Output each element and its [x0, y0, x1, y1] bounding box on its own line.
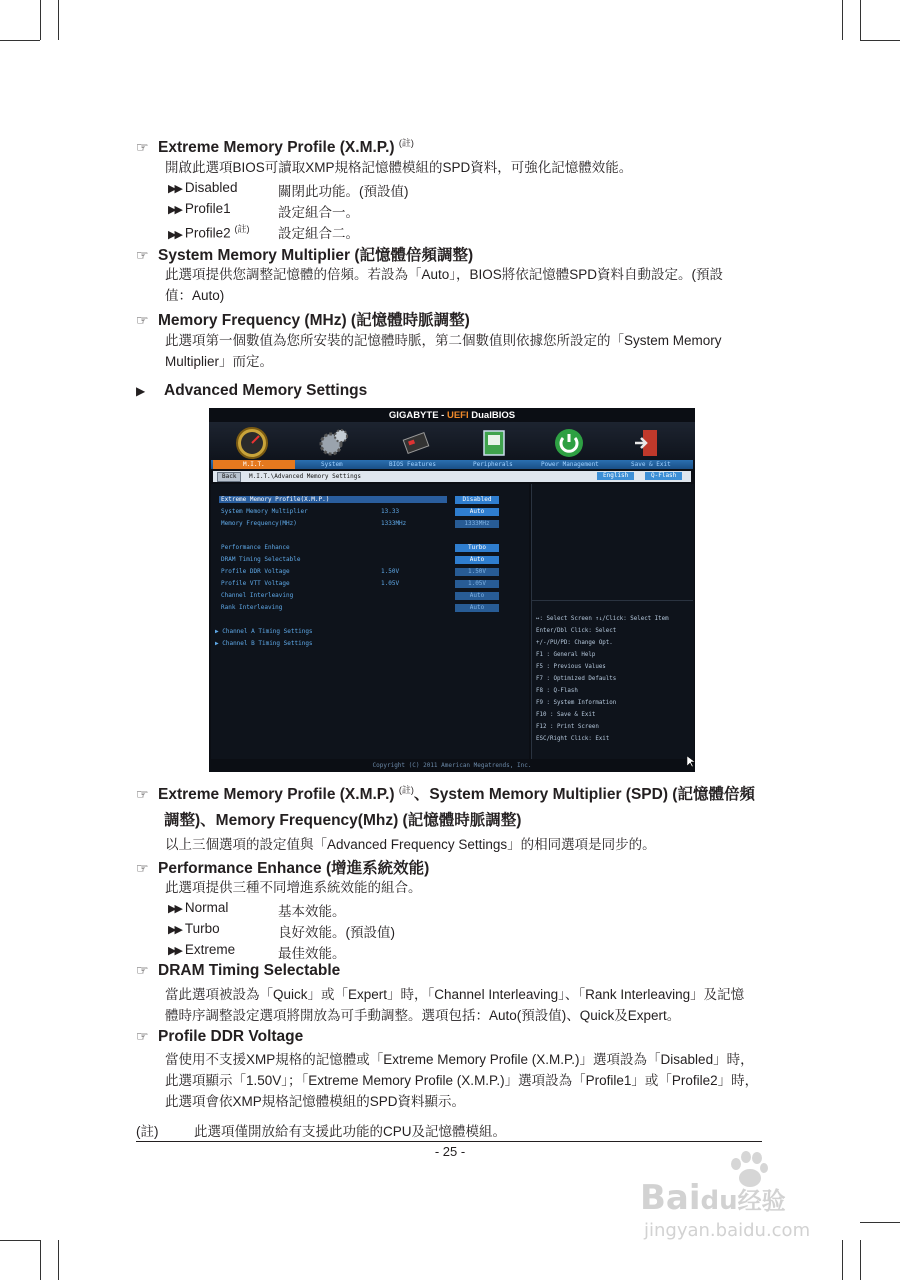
desc-line: 此選項會依XMP規格記憶體模組的SPD資料顯示。 — [165, 1094, 466, 1109]
help-line: +/-/PU/PD: Change Opt. — [536, 640, 613, 646]
option-name: Extreme — [184, 942, 236, 957]
option-item — [168, 942, 346, 961]
desc-line: 此選項提供您調整記憶體的倍頻。若設為「Auto」，BIOS將依記憶體SPD資料自動設定。(預設 — [165, 267, 724, 282]
pointing-hand-icon: ☞ — [136, 786, 149, 802]
setting-label-ddr-voltage: Profile DDR Voltage — [221, 568, 290, 575]
help-line: ↔: Select Screen ↑↓/Click: Select Item — [536, 616, 669, 622]
footnote-rule — [136, 1141, 762, 1142]
bios-title: GIGABYTE - UEFI DualBIOS — [388, 410, 516, 421]
desc-line: 體時序調整設定選項將開放為可手動調整。選項包括：Auto(預設值)、Quick及Expert。 — [165, 1008, 681, 1023]
heading-text: Performance Enhance (增進系統效能) — [158, 860, 430, 877]
setting-current-multiplier: 13.33 — [381, 508, 400, 515]
double-arrow-icon: ▶▶ — [168, 945, 181, 957]
pointing-hand-icon: ☞ — [136, 1028, 149, 1044]
back-button[interactable]: Back — [217, 472, 241, 482]
option-name: Normal — [184, 900, 229, 915]
section-description: 開啟此選項BIOS可讀取XMP規格記憶體模組的SPD資料，可強化記憶體效能。 — [165, 160, 633, 175]
setting-label-channel-interleaving: Channel Interleaving — [221, 592, 294, 599]
crop-mark — [58, 1240, 59, 1280]
settings-panel — [211, 484, 529, 759]
setting-label-performance[interactable]: Performance Enhance — [221, 544, 290, 551]
desc-line: 此選項顯示「1.50V」；「Extreme Memory Profile (X.M.P.)」選項設為「Profile1」或「Profile2」時， — [165, 1073, 759, 1088]
section-heading-multiplier — [136, 243, 473, 265]
section-heading-dram-timing — [136, 962, 340, 980]
option-desc: 良好效能。(預設值) — [278, 925, 395, 940]
setting-value-multiplier[interactable]: Auto — [455, 508, 499, 516]
setting-value-channel-interleaving: Auto — [455, 592, 499, 600]
heading-text: Profile DDR Voltage — [158, 1028, 304, 1045]
double-arrow-icon: ▶▶ — [168, 204, 181, 216]
tab-bios-features[interactable]: BIOS Features — [389, 461, 436, 468]
mouse-cursor-icon — [687, 756, 695, 768]
bios-tab-bar — [211, 460, 693, 469]
bios-breadcrumb-bar — [213, 471, 691, 482]
footnote-mark: (註) — [136, 1124, 159, 1139]
pointing-hand-icon: ☞ — [136, 312, 149, 328]
peripherals-icon[interactable] — [477, 426, 511, 460]
footnote — [136, 1120, 507, 1140]
note-mark: (註) — [234, 224, 250, 234]
section-description — [165, 330, 765, 372]
option-desc: 最佳效能。 — [278, 946, 346, 961]
help-line: F7 : Optimized Defaults — [536, 676, 617, 682]
crop-mark — [58, 0, 59, 40]
double-arrow-icon: ▶▶ — [168, 924, 181, 936]
option-item — [168, 180, 409, 199]
tab-save-exit[interactable]: Save & Exit — [631, 461, 671, 468]
submenu-channel-b[interactable]: ▶ Channel B Timing Settings — [215, 640, 313, 647]
help-line: F12 : Print Screen — [536, 724, 599, 730]
option-desc: 基本效能。 — [278, 904, 346, 919]
heading-text: Extreme Memory Profile (X.M.P.) — [158, 786, 395, 803]
crop-mark — [40, 1240, 41, 1280]
option-name: Turbo — [184, 921, 220, 936]
section-description — [165, 264, 765, 306]
setting-value-frequency: 1333MHz — [455, 520, 499, 528]
note-mark: (註) — [398, 784, 414, 795]
setting-label-xmp[interactable]: Extreme Memory Profile(X.M.P.) — [219, 496, 447, 503]
option-desc: 設定組合二。 — [278, 226, 359, 241]
option-name: Profile1 — [184, 201, 231, 216]
option-name: Profile2 — [184, 225, 231, 241]
double-arrow-icon: ▶▶ — [168, 183, 181, 195]
footnote-text: 此選項僅開放給有支援此功能的CPU及記憶體模組。 — [194, 1124, 507, 1139]
bios-copyright: Copyright (C) 2011 American Megatrends, Inc. — [209, 759, 695, 772]
section-description — [165, 984, 765, 1026]
setting-current-ddr-voltage: 1.50V — [381, 568, 400, 575]
pointing-hand-icon: ☞ — [136, 139, 149, 156]
crop-mark — [40, 0, 41, 40]
option-item — [168, 900, 346, 919]
heading-text: System Memory Multiplier (記憶體倍頻調整) — [158, 247, 474, 264]
help-line: F10 : Save & Exit — [536, 712, 596, 718]
language-button[interactable]: English — [597, 472, 634, 480]
advanced-memory-heading — [136, 382, 367, 400]
exit-door-icon[interactable] — [631, 426, 665, 460]
setting-current-vtt-voltage: 1.05V — [381, 580, 400, 587]
option-desc: 關閉此功能。(預設值) — [278, 184, 409, 199]
double-arrow-icon: ▶▶ — [168, 228, 181, 241]
gears-icon[interactable] — [317, 426, 351, 460]
setting-value-dram-timing[interactable]: Auto — [455, 556, 499, 564]
crop-mark — [842, 0, 843, 40]
help-line: F9 : System Information — [536, 700, 617, 706]
setting-value-ddr-voltage: 1.50V — [455, 568, 499, 576]
bios-screenshot — [209, 408, 695, 772]
submenu-channel-a[interactable]: ▶ Channel A Timing Settings — [215, 628, 313, 635]
setting-label-vtt-voltage: Profile VTT Voltage — [221, 580, 290, 587]
crop-mark — [0, 40, 40, 41]
baidu-jingyan-watermark — [640, 1150, 870, 1250]
help-line: Enter/Dbl Click: Select — [536, 628, 617, 634]
setting-label-multiplier[interactable]: System Memory Multiplier — [221, 508, 308, 515]
crop-mark — [860, 0, 861, 40]
help-line: ESC/Right Click: Exit — [536, 736, 610, 742]
setting-label-frequency: Memory Frequency(MHz) — [221, 520, 297, 527]
option-desc: 設定組合一。 — [278, 205, 359, 220]
section-description: 此選項提供三種不同增進系統效能的組合。 — [165, 880, 422, 895]
section-description: 以上三個選項的設定值與「Advanced Frequency Settings」的相同選項是同步的。 — [165, 837, 656, 852]
watermark-url: jingyan.baidu.com — [644, 1220, 811, 1241]
heading-text: Memory Frequency (MHz) (記憶體時脈調整) — [158, 312, 470, 329]
tab-mit[interactable]: M.I.T. — [213, 460, 295, 469]
tab-peripherals[interactable]: Peripherals — [473, 461, 513, 468]
section-heading-xmp — [136, 136, 414, 157]
desc-line: 值：Auto) — [165, 288, 225, 303]
pointing-hand-icon: ☞ — [136, 962, 149, 978]
pointing-hand-icon: ☞ — [136, 860, 149, 876]
heading-text: Advanced Memory Settings — [164, 382, 368, 399]
double-arrow-icon: ▶▶ — [168, 903, 181, 915]
option-item — [168, 201, 359, 220]
section-heading-performance — [136, 856, 429, 878]
crop-mark — [0, 1240, 40, 1241]
heading-text: Extreme Memory Profile (X.M.P.) — [158, 139, 395, 157]
desc-line: 當使用不支援XMP規格的記憶體或「Extreme Memory Profile (X.M.P.)」選項設為「Disabled」時， — [165, 1052, 754, 1067]
section-description — [165, 1049, 765, 1112]
speedometer-icon[interactable] — [235, 426, 269, 460]
setting-current-frequency: 1333MHz — [381, 520, 407, 527]
desc-line: Multiplier」而定。 — [165, 354, 274, 369]
setting-value-performance[interactable]: Turbo — [455, 544, 499, 552]
section-heading-frequency — [136, 308, 470, 330]
option-item — [168, 222, 359, 241]
setting-value-rank-interleaving: Auto — [455, 604, 499, 612]
triangle-right-icon: ▶ — [136, 384, 146, 398]
note-mark: (註) — [398, 138, 414, 148]
qflash-button[interactable]: Q-Flash — [645, 472, 682, 480]
setting-value-vtt-voltage: 1.05V — [455, 580, 499, 588]
chip-icon[interactable] — [399, 426, 433, 460]
page-number: - 25 - — [434, 1144, 466, 1159]
breadcrumb: M.I.T.\Advanced Memory Settings — [249, 473, 361, 480]
option-item — [168, 921, 395, 940]
heading-text: 、System Memory Multiplier (SPD) (記憶體倍頻 — [413, 786, 755, 803]
divider — [531, 600, 693, 601]
desc-line: 此選項第一個數值為您所安裝的記憶體時脈，第二個數值則依據您所設定的「System Memory — [165, 333, 722, 348]
watermark-brand: Baidu经验 — [640, 1178, 786, 1218]
tab-power-management[interactable]: Power Management — [541, 461, 599, 468]
help-line: F8 : Q-Flash — [536, 688, 578, 694]
pointing-hand-icon: ☞ — [136, 247, 149, 263]
section-heading-sync-line2: 調整)、Memory Frequency(Mhz) (記憶體時脈調整) — [164, 812, 522, 829]
heading-text: DRAM Timing Selectable — [158, 962, 341, 979]
desc-line: 當此選項被設為「Quick」或「Expert」時，「Channel Interleaving」、「Rank Interleaving」及記憶 — [165, 987, 745, 1002]
help-line: F5 : Previous Values — [536, 664, 606, 670]
help-line: F1 : General Help — [536, 652, 596, 658]
setting-value-xmp[interactable]: Disabled — [455, 496, 499, 504]
setting-label-rank-interleaving: Rank Interleaving — [221, 604, 283, 611]
section-heading-sync — [136, 782, 755, 804]
tab-system[interactable]: System — [321, 461, 343, 468]
crop-mark — [860, 40, 900, 41]
option-name: Disabled — [184, 180, 238, 195]
power-icon[interactable] — [552, 426, 586, 460]
setting-label-dram-timing[interactable]: DRAM Timing Selectable — [221, 556, 301, 563]
section-heading-ddr-voltage — [136, 1028, 303, 1046]
